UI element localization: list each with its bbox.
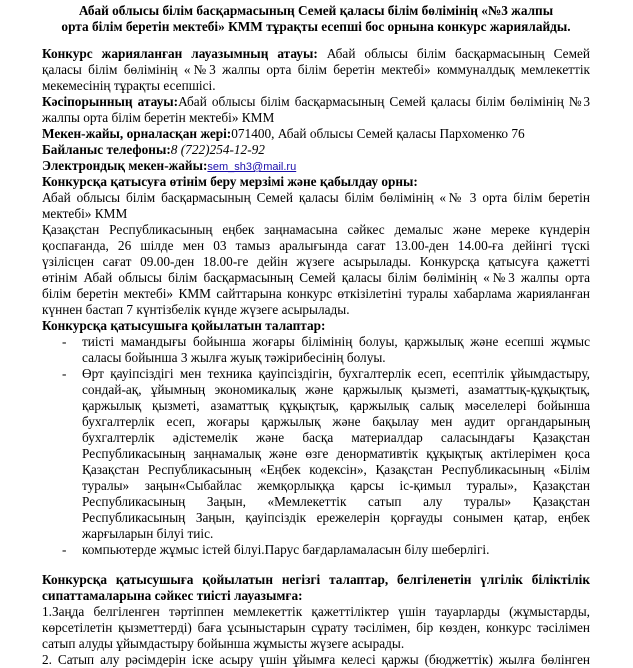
req-item-1-line-2: саласы бойынша 3 жылға жуық тәжірибесінің болуы.: [82, 350, 386, 365]
req-item-2-line-6: Республикасының заңнамалық және өзге денормативтік құқықтық актілерімен қоса: [82, 446, 590, 461]
position-label: Конкурс жарияланған лауазымның атауы:: [42, 46, 318, 61]
phone-label: Байланыс телефоны:: [42, 142, 171, 157]
req-item-2-line-5: бухгалтерлік әдістемелік және басқа материалдар саласындағы Қазақстан: [82, 430, 590, 445]
address-line: [42, 126, 590, 142]
venue-line-8: күннен бастап 7 күнтізбелік күнде жүзеге асырылады.: [42, 302, 350, 317]
bullet-dash-1: -: [62, 334, 67, 349]
enterprise-label: Кәсіпорынның атауы:: [42, 94, 179, 109]
qualification-heading-1: Конкурсқа қатысушыға қойылатын негізгі талаптар, белгіленетін үлгілік біліктілік: [42, 572, 590, 587]
venue-line-1: Абай облысы білім басқармасының Семей қаласы білім бөлімінің «№ 3 орта білім беретін: [42, 190, 590, 205]
header-line-2: орта білім беретін мектебі» КММ тұрақты есепші бос орнына конкурс жариялайды.: [61, 19, 571, 34]
email-line: [42, 158, 590, 175]
req-item-2-line-3: қаржылық қызметі, азаматтық құқықтық, қаржылық салық мәселелері бойынша: [82, 398, 590, 413]
enterprise-value-1: Абай облысы білім басқармасының Семей қаласы білім бөлімінің №3: [178, 94, 590, 109]
enterprise-line-2: жалпы орта білім беретін мектебі» КММ: [42, 110, 275, 125]
req-item-2-line-1: Өрт қауіпсіздігі мен техника қауіпсіздігін, бухгалтерлік есеп, есептілік ұйымдастыру,: [82, 366, 590, 381]
venue-line-6: өтінім Абай облысы білім басқармасының Семей қаласы білім бөлімінің «№3 жалпы орта: [42, 270, 590, 285]
venue-label: Конкурсқа қатысуға өтінім беру мерзімі және қабылдау орны:: [42, 174, 418, 189]
req-item-3: компьютерде жұмыс істей білуі.Парус бағдарламаласын білу шеберлігі.: [82, 542, 490, 557]
address-label: Мекен-жайы, орналасқан жері:: [42, 126, 232, 141]
req-item-2-line-2: сондай-ақ, ұйымның экономикалық және қаржылық қызметі, азаматтық-құқықтық,: [82, 382, 590, 397]
bullet-dash-2: -: [62, 366, 67, 381]
bullet-dash-3: -: [62, 542, 67, 557]
venue-line-2: мектебі» КММ: [42, 206, 128, 221]
venue-line-5: үзілісцен сағат 09.00-ден 18.00-ге дейін жүзеге асырылады. Конкурсқа қатысуға қажетті: [42, 254, 590, 269]
header-line-1: Абай облысы білім басқармасының Семей қаласы білім бөлімінің «№3 жалпы: [78, 3, 554, 18]
phone-line: [42, 142, 590, 158]
qualification-heading-2: сипаттамаларына сәйкес тиісті лауазымға:: [42, 588, 303, 603]
enterprise-line-1: [42, 94, 590, 110]
req-item-2-line-10: Республикасының Заңын, қауіпсіздік ережелерін қорғауды сонымен қатар, еңбек: [82, 510, 590, 525]
req-item-2-line-4: бухгалтерлік есеп, жоғары қаржылық және бақылау мен аудит органдарының: [82, 414, 590, 429]
position-line-2: қаласы білім бөлімінің «№3 жалпы орта білім беретін мектебі» коммуналдық мемлекеттік: [42, 62, 590, 77]
venue-line-4: қоспағанда, 26 шілде мен 03 тамыз аралығында сағат 13.00-ден 14.00-ға дейінгі түскі: [42, 238, 590, 253]
req-item-2-line-8: туралы» заңын«Сыбайлас жемқорлыққа қарсы іс-қимыл туралы», Қазақстан: [82, 478, 590, 493]
qualification-p2-line-1: 2. Сатып алу рәсімдерін іске асыру үшін ұйымға келесі қаржы (бюджеттік) жылға бөлінген: [42, 652, 590, 667]
req-item-2-line-11: жарғыларын білуі тиіс.: [82, 526, 214, 541]
venue-line-3: Қазақстан Республикасының еңбек заңнамасына сәйкес демалыс және мереке күндерін: [42, 222, 590, 237]
position-line-3: мекемесінің тұрақты есепшісі.: [42, 78, 216, 93]
position-value-1: Абай облысы білім басқармасының Семей: [317, 46, 591, 61]
phone-value: 8 (722)254-12-92: [170, 142, 265, 157]
qualification-p1-line-1: 1.Заңда белгіленген тәртіппен мемлекеттік қажеттіліктер үшін тауарларды (жұмыстарды,: [42, 604, 590, 619]
req-item-1-line-1: тиісті мамандығы бойынша жоғары білімінің болуы, қаржылық және есепші жұмыс: [82, 334, 590, 349]
req-item-2-line-7: Қазақстан Республикасының «Еңбек кодексін», Қазақстан Республикасының «Білім: [82, 462, 590, 477]
qualification-p1-line-3: сатып алуды ұйымдастыру бойынша жұмысты жүзеге асырады.: [42, 636, 405, 651]
qualification-p1-line-2: көрсетілетін қызметтерді) баға ұсыныстарын сұрату тәсілімен, бір көзден, конкурс тәсілімен: [42, 620, 590, 635]
req-item-2-line-9: Республикасының Заңын, «Мемлекеттік сатып алу туралы» Қазақстан: [82, 494, 590, 509]
venue-line-7: білім беретін мектебі» КММ сайттарына конкурс өткізілетіні туралы хабарлама жарияланған: [42, 286, 590, 301]
email-link[interactable]: sem_sh3@mail.ru: [207, 161, 297, 173]
position-line-1: [42, 46, 590, 62]
address-value: 071400, Абай облысы Семей қаласы Пархоменко 76: [231, 126, 525, 141]
email-label: Электрондық мекен-жайы:: [42, 158, 208, 173]
requirements-label: Конкурсқа қатысушыға қойылатын талаптар:: [42, 318, 326, 333]
